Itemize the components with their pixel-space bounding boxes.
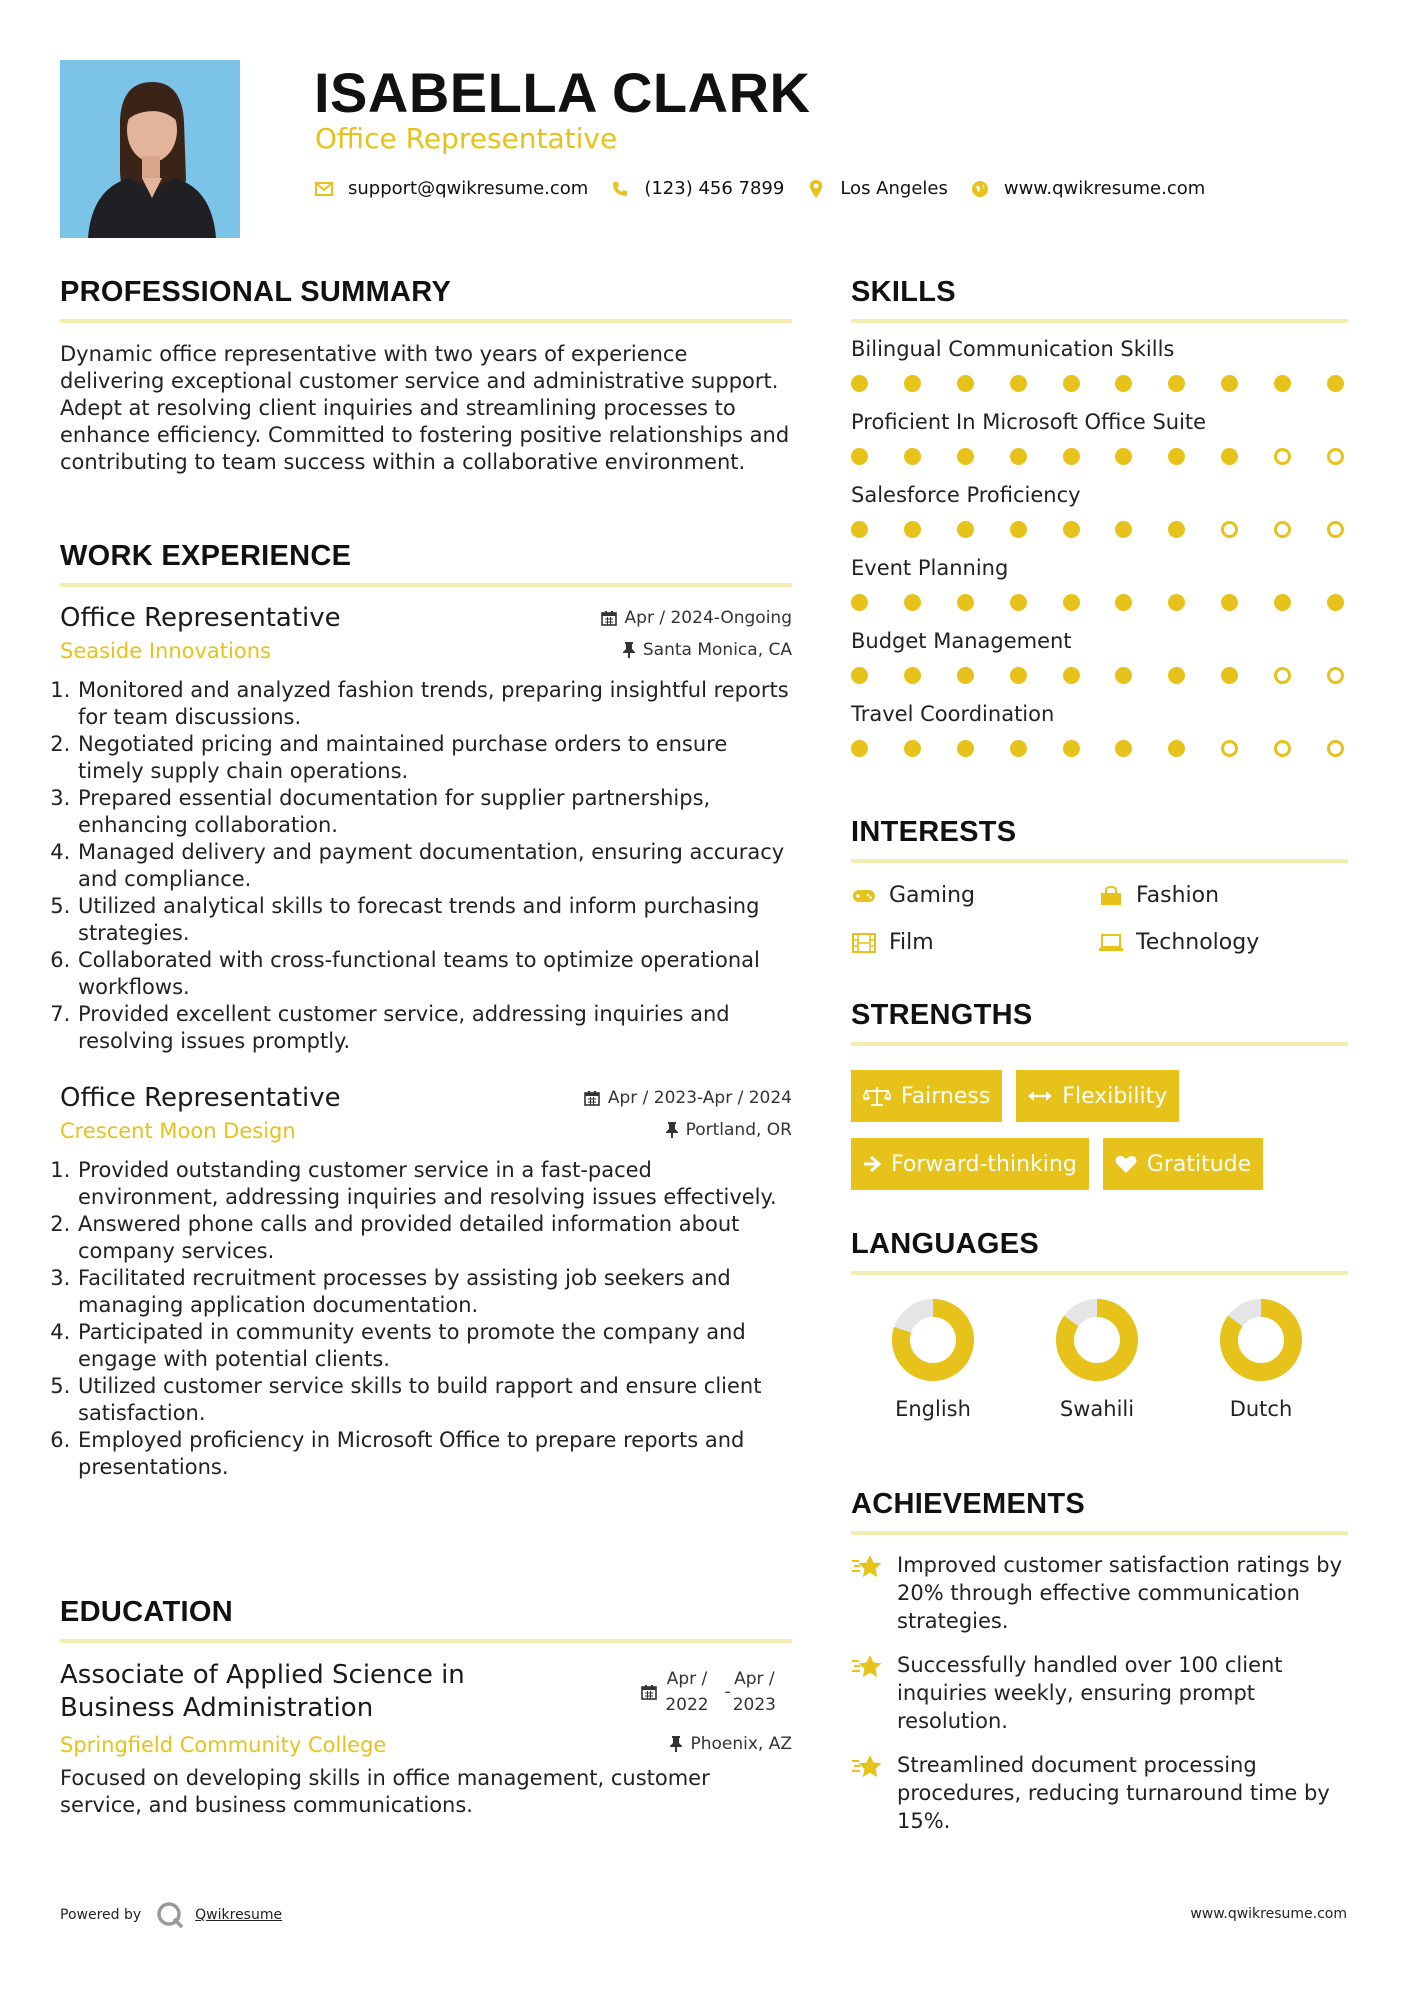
rating-dot-filled	[1010, 594, 1027, 611]
interests-heading: INTERESTS	[851, 816, 1017, 848]
interest-fashion	[1098, 883, 1348, 908]
rating-dot-filled	[957, 740, 974, 757]
section-divider	[851, 1531, 1348, 1535]
language-item	[1179, 1297, 1343, 1421]
rating-dot-filled	[1168, 740, 1185, 757]
rating-dot-empty	[1274, 521, 1291, 538]
degree-line-1: Associate of Applied Science in	[60, 1660, 465, 1690]
rating-dot-empty	[1327, 667, 1344, 684]
section-divider	[851, 859, 1348, 863]
contact-email[interactable]	[314, 178, 588, 199]
rating-dot-filled	[1168, 594, 1185, 611]
map-pin-icon	[806, 179, 826, 199]
rating-dot-filled	[1115, 448, 1132, 465]
rating-dot-filled	[1168, 521, 1185, 538]
location-text: Los Angeles	[840, 178, 948, 199]
interest-film	[851, 930, 1098, 955]
interest-label: Fashion	[1136, 883, 1220, 908]
list-item: 7. Provided excellent customer service, addressing inquiries and resolving issues promptly.	[77, 1001, 792, 1055]
rating-dot-filled	[957, 521, 974, 538]
star-icon	[851, 1753, 885, 1835]
experience-heading: WORK EXPERIENCE	[60, 540, 352, 572]
contact-website[interactable]	[970, 178, 1205, 199]
skill-name: Budget Management	[851, 629, 1072, 653]
end-month: Apr /	[734, 1669, 775, 1689]
rating-dot-filled	[851, 594, 868, 611]
skills-section	[851, 276, 1348, 757]
rating-dot-empty	[1274, 667, 1291, 684]
rating-dot-filled	[1115, 740, 1132, 757]
list-item: 4. Managed delivery and payment documentation, ensuring accuracy and compliance.	[77, 839, 792, 893]
skill-name: Bilingual Communication Skills	[851, 337, 1175, 361]
rating-dot-filled	[1063, 594, 1080, 611]
section-divider	[851, 1042, 1348, 1046]
skill-name: Proficient In Microsoft Office Suite	[851, 410, 1207, 434]
rating-dot-filled	[1010, 667, 1027, 684]
skill-name: Event Planning	[851, 556, 1009, 580]
list-item: 6. Employed proficiency in Microsoft Office to prepare reports and presentations.	[77, 1427, 792, 1481]
degree-title	[60, 1659, 465, 1725]
rating-dot-empty	[1327, 740, 1344, 757]
pushpin-icon	[670, 1736, 682, 1752]
interests-section	[851, 816, 1348, 955]
achievement-text: Improved customer satisfaction ratings by 20% through effective communication strategies.	[897, 1553, 1343, 1633]
language-item	[1015, 1297, 1179, 1421]
school-name: Springfield Community College	[60, 1733, 387, 1757]
strengths-section	[851, 999, 1348, 1206]
language-label: Swahili	[1059, 1397, 1135, 1421]
skill-name: Salesforce Proficiency	[851, 483, 1081, 507]
company-name: Crescent Moon Design	[60, 1119, 296, 1143]
rating-dot-filled	[1221, 448, 1238, 465]
section-divider	[60, 583, 792, 587]
email-text: support@qwikresume.com	[348, 178, 589, 199]
rating-dot-filled	[1010, 375, 1027, 392]
experience-section	[60, 540, 792, 1481]
list-item: 1. Monitored and analyzed fashion trends, preparing insightful reports for team discussions.	[77, 677, 792, 731]
star-icon	[851, 1653, 885, 1735]
section-divider	[60, 1639, 792, 1643]
strength-label: Fairness	[901, 1083, 991, 1109]
skill-rating	[851, 521, 1348, 538]
rating-dot-filled	[1115, 594, 1132, 611]
strength-chip	[851, 1070, 1002, 1122]
rating-dot-empty	[1221, 740, 1238, 757]
contact-bar	[314, 178, 1227, 199]
rating-dot-empty	[1327, 521, 1344, 538]
rating-dot-filled	[1327, 594, 1344, 611]
rating-dot-filled	[1221, 667, 1238, 684]
rating-dot-filled	[904, 521, 921, 538]
school-location	[670, 1734, 792, 1754]
rating-dot-filled	[1221, 375, 1238, 392]
list-item: 3. Facilitated recruitment processes by assisting job seekers and managing application documentation.	[77, 1265, 792, 1319]
calendar-icon	[601, 610, 617, 626]
film-icon	[851, 932, 877, 954]
skill-rating	[851, 740, 1348, 757]
rating-dot-empty	[1274, 448, 1291, 465]
achievements-section	[851, 1488, 1348, 1835]
strength-chip	[851, 1138, 1089, 1190]
language-item	[851, 1297, 1015, 1421]
interest-label: Film	[889, 930, 934, 955]
achievement-item	[851, 1651, 1348, 1735]
rating-dot-filled	[1115, 521, 1132, 538]
skill-item	[851, 337, 1348, 392]
skill-item	[851, 483, 1348, 538]
pushpin-icon	[623, 642, 635, 658]
section-divider	[851, 319, 1348, 323]
rating-dot-filled	[1327, 375, 1344, 392]
start-month: Apr /	[666, 1669, 708, 1689]
job-location	[623, 640, 792, 660]
pushpin-icon	[666, 1122, 678, 1138]
section-divider	[851, 1271, 1348, 1275]
skill-rating	[851, 667, 1348, 684]
arrows-horizontal-icon	[1028, 1089, 1052, 1103]
job-location-text: Santa Monica, CA	[642, 640, 792, 660]
rating-dot-filled	[851, 740, 868, 757]
rating-dot-filled	[1168, 667, 1185, 684]
rating-dot-filled	[1274, 594, 1291, 611]
achievement-item	[851, 1551, 1348, 1635]
rating-dot-filled	[1274, 375, 1291, 392]
list-item: 6. Collaborated with cross-functional teams to optimize operational workflows.	[77, 947, 792, 1001]
rating-dot-filled	[851, 448, 868, 465]
contact-phone[interactable]	[610, 178, 784, 199]
rating-dot-filled	[904, 448, 921, 465]
rating-dot-filled	[851, 521, 868, 538]
footer-website[interactable]: www.qwikresume.com	[1190, 1906, 1347, 1922]
job-entry	[60, 603, 792, 1055]
job-location	[666, 1120, 792, 1140]
end-year: 2023	[732, 1695, 776, 1715]
skill-name: Travel Coordination	[851, 702, 1055, 726]
language-label: English	[895, 1397, 971, 1421]
phone-icon	[610, 179, 630, 199]
skills-heading: SKILLS	[851, 276, 956, 308]
interest-label: Technology	[1136, 930, 1260, 955]
list-item: 4. Participated in community events to promote the company and engage with potential clients.	[77, 1319, 792, 1373]
rating-dot-empty	[1221, 521, 1238, 538]
skill-rating	[851, 448, 1348, 465]
website-text: www.qwikresume.com	[1003, 178, 1206, 199]
section-divider	[60, 319, 792, 323]
interest-gaming	[851, 883, 1098, 908]
job-location-text: Portland, OR	[685, 1120, 792, 1140]
rating-dot-filled	[851, 667, 868, 684]
job-dates	[584, 1088, 792, 1108]
envelope-icon	[314, 179, 334, 199]
candidate-name: ISABELLA CLARK	[314, 61, 811, 124]
strength-chip	[1016, 1070, 1179, 1122]
strength-label: Flexibility	[1062, 1083, 1168, 1109]
rating-dot-filled	[1221, 594, 1238, 611]
school-location-text: Phoenix, AZ	[690, 1734, 792, 1754]
strength-chip	[1103, 1138, 1263, 1190]
achievement-item	[851, 1751, 1348, 1835]
skill-item	[851, 702, 1348, 757]
rating-dot-empty	[1274, 740, 1291, 757]
qwikresume-logo-icon	[155, 1900, 185, 1930]
gamepad-icon	[851, 885, 877, 907]
rating-dot-filled	[904, 667, 921, 684]
rating-dot-filled	[1063, 375, 1080, 392]
globe-icon	[970, 179, 990, 199]
interest-technology	[1098, 930, 1348, 955]
job-dates	[601, 608, 792, 628]
achievements-heading: ACHIEVEMENTS	[851, 1488, 1086, 1520]
rating-dot-filled	[904, 740, 921, 757]
footer-powered-by	[60, 1900, 282, 1930]
education-heading: EDUCATION	[60, 1596, 233, 1628]
job-dates-text: Apr / 2023-Apr / 2024	[607, 1088, 792, 1108]
strength-label: Forward-thinking	[891, 1151, 1077, 1177]
rating-dot-filled	[1063, 448, 1080, 465]
strengths-heading: STRENGTHS	[851, 999, 1033, 1031]
job-bullets	[60, 677, 792, 1055]
achievement-text: Streamlined document processing procedures, reducing turnaround time by 15%.	[897, 1753, 1330, 1833]
job-entry	[60, 1083, 792, 1481]
rating-dot-filled	[957, 375, 974, 392]
candidate-title: Office Representative	[315, 122, 618, 155]
strength-label: Gratitude	[1146, 1151, 1252, 1177]
rating-dot-filled	[1010, 740, 1027, 757]
brand-link[interactable]: Qwikresume	[195, 1907, 283, 1923]
arrow-right-icon	[863, 1155, 881, 1173]
skill-item	[851, 410, 1348, 465]
languages-section	[851, 1228, 1348, 1421]
rating-dot-filled	[851, 375, 868, 392]
rating-dot-empty	[1327, 448, 1344, 465]
rating-dot-filled	[904, 375, 921, 392]
skills-list	[851, 337, 1348, 757]
rating-dot-filled	[1168, 448, 1185, 465]
rating-dot-filled	[904, 594, 921, 611]
interest-label: Gaming	[889, 883, 975, 908]
job-bullets	[60, 1157, 792, 1481]
list-item: 2. Negotiated pricing and maintained purchase orders to ensure timely supply chain operations.	[77, 731, 792, 785]
rating-dot-filled	[1063, 667, 1080, 684]
company-name: Seaside Innovations	[60, 639, 271, 663]
rating-dot-filled	[1010, 521, 1027, 538]
rating-dot-filled	[1063, 521, 1080, 538]
list-item: 2. Answered phone calls and provided detailed information about company services.	[77, 1211, 792, 1265]
language-level-ring	[890, 1297, 976, 1383]
laptop-icon	[1098, 932, 1124, 954]
rating-dot-filled	[957, 594, 974, 611]
job-title: Office Representative	[60, 1083, 341, 1113]
skill-rating	[851, 375, 1348, 392]
start-year: 2022	[665, 1695, 709, 1715]
list-item: 5. Utilized customer service skills to build rapport and ensure client satisfaction.	[77, 1373, 792, 1427]
education-dates	[641, 1659, 776, 1725]
bag-icon	[1098, 885, 1124, 907]
balance-scale-icon	[863, 1085, 891, 1107]
summary-section	[60, 276, 792, 476]
calendar-icon	[584, 1090, 600, 1106]
phone-text: (123) 456 7899	[644, 178, 785, 199]
powered-by-text: Powered by	[60, 1907, 142, 1923]
degree-line-2: Business Administration	[60, 1693, 374, 1723]
heart-icon	[1115, 1154, 1137, 1174]
date-dash: -	[724, 1682, 731, 1702]
star-icon	[851, 1553, 885, 1635]
person-photo-icon	[60, 60, 240, 238]
education-section	[60, 1596, 792, 1819]
rating-dot-filled	[1115, 375, 1132, 392]
rating-dot-filled	[957, 448, 974, 465]
language-level-ring	[1218, 1297, 1304, 1383]
skill-rating	[851, 594, 1348, 611]
languages-list	[851, 1297, 1348, 1421]
job-title: Office Representative	[60, 603, 341, 633]
rating-dot-filled	[1168, 375, 1185, 392]
summary-heading: PROFESSIONAL SUMMARY	[60, 276, 452, 308]
education-description: Focused on developing skills in office management, customer service, and business communications.	[60, 1766, 710, 1817]
list-item: 1. Provided outstanding customer service in a fast-paced environment, addressing inquiries and resolving issues effectively.	[77, 1157, 792, 1211]
achievement-text: Successfully handled over 100 client inquiries weekly, ensuring prompt resolution.	[897, 1653, 1283, 1733]
profile-photo	[60, 60, 240, 238]
skill-item	[851, 556, 1348, 611]
calendar-icon	[641, 1684, 657, 1700]
rating-dot-filled	[957, 667, 974, 684]
list-item: 3. Prepared essential documentation for supplier partnerships, enhancing collaboration.	[77, 785, 792, 839]
summary-text: Dynamic office representative with two years of experience delivering exceptional customer service and administrative support. Adept at resolving client inquiries and streamlining processes to enhance efficiency. Committed to fostering positive relationships and contributing to team success within a collaborative environment.	[60, 342, 790, 474]
job-dates-text: Apr / 2024-Ongoing	[624, 608, 792, 628]
language-level-ring	[1054, 1297, 1140, 1383]
rating-dot-filled	[1063, 740, 1080, 757]
rating-dot-filled	[1010, 448, 1027, 465]
languages-heading: LANGUAGES	[851, 1228, 1039, 1260]
language-label: Dutch	[1229, 1397, 1293, 1421]
list-item: 5. Utilized analytical skills to forecast trends and inform purchasing strategies.	[77, 893, 792, 947]
skill-item	[851, 629, 1348, 684]
rating-dot-filled	[1115, 667, 1132, 684]
contact-location	[806, 178, 948, 199]
